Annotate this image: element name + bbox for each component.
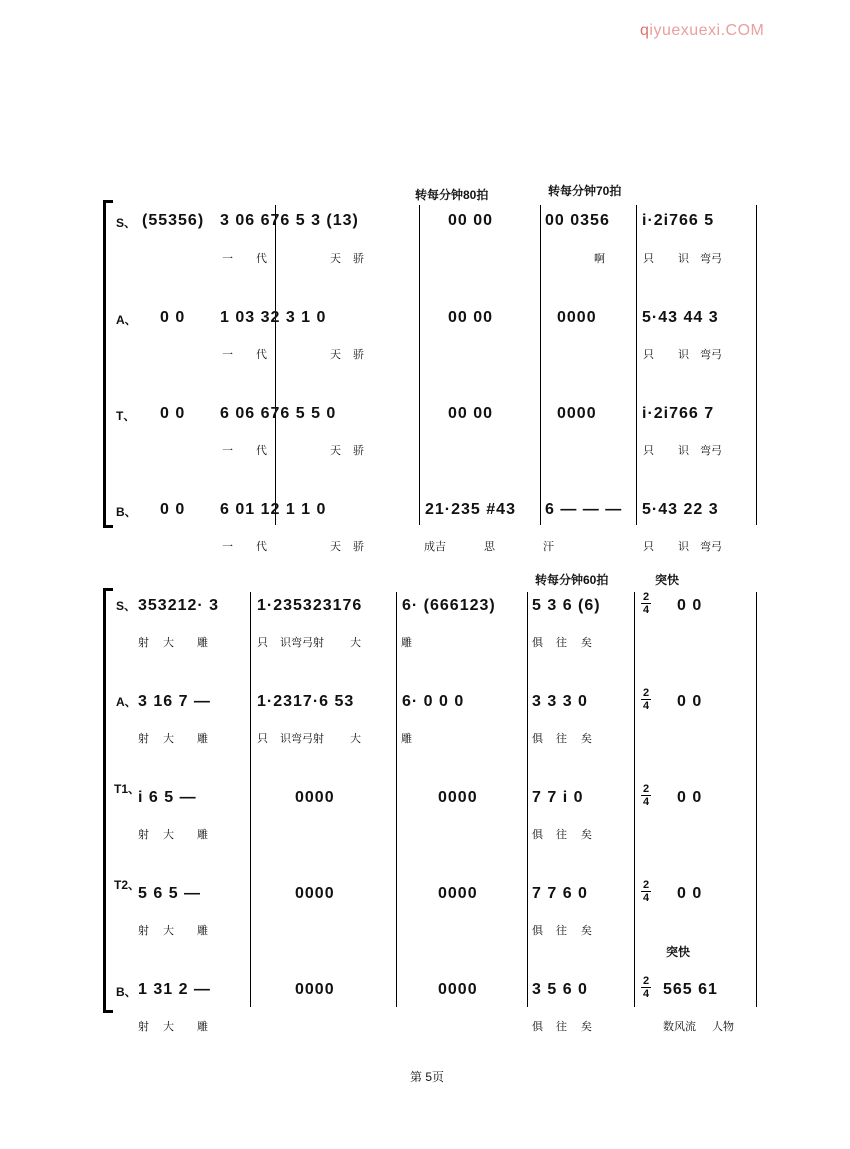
note-group: 1 03 32 3 1 0 — [220, 309, 327, 326]
lyric: 天 — [330, 445, 341, 457]
note-group: 0 0 — [160, 501, 186, 518]
note-group: (55356) — [142, 212, 205, 229]
lyric: 大 — [163, 1021, 174, 1033]
note-group: 0 0 — [677, 693, 703, 710]
note-group: 565 61 — [663, 981, 718, 998]
note-group: 00 00 — [448, 309, 494, 326]
lyric: 往 — [556, 1021, 567, 1033]
lyric: 只 — [257, 733, 268, 745]
note-group: 1·2317·6 53 — [257, 693, 355, 710]
note-group: 0000 — [557, 309, 597, 326]
lyric: 只 — [643, 253, 654, 265]
lyric: 往 — [556, 829, 567, 841]
lyric: 射 — [138, 733, 149, 745]
note-group: i·2i766 5 — [642, 212, 715, 229]
lyric: 雕 — [197, 733, 208, 745]
lyric: 代 — [256, 445, 267, 457]
note-group: 00 00 — [448, 405, 494, 422]
note-group: i·2i766 7 — [642, 405, 715, 422]
lyric: 只 — [643, 541, 654, 553]
lyric: 矣 — [581, 1021, 592, 1033]
voice-label: T1、 — [114, 782, 141, 796]
note-group: 7 7 6 0 — [532, 885, 588, 902]
voice-label: A、 — [116, 313, 137, 327]
tempo-mark: 突快 — [666, 945, 691, 959]
lyric: 天 — [330, 541, 341, 553]
lyric: 骄 — [353, 349, 364, 361]
bracket-bottom — [103, 1010, 113, 1013]
lyric: 矣 — [581, 829, 592, 841]
tempo-mark: 转每分钟60拍 — [535, 573, 609, 587]
lyric: 识 — [678, 541, 689, 553]
lyric: 识 — [678, 445, 689, 457]
lyric: 一 — [222, 541, 233, 553]
note-group: 6 01 12 1 1 0 — [220, 501, 327, 518]
barline — [756, 592, 757, 1007]
note-group: 0000 — [295, 981, 335, 998]
tempo-mark: 转每分钟70拍 — [548, 184, 622, 198]
note-group: 6 06 676 5 5 0 — [220, 405, 337, 422]
note-group: 0 0 — [677, 885, 703, 902]
lyric: 大 — [350, 733, 361, 745]
note-group: 5·43 44 3 — [642, 309, 719, 326]
lyric: 射 — [138, 1021, 149, 1033]
lyric: 人物 — [712, 1021, 734, 1033]
time-signature: 2 4 — [642, 783, 650, 808]
lyric: 天 — [330, 253, 341, 265]
time-signature: 2 4 — [642, 591, 650, 616]
tempo-mark: 突快 — [655, 573, 680, 587]
lyric: 俱 — [532, 637, 543, 649]
note-group: 353212· 3 — [138, 597, 220, 614]
lyric: 射 — [138, 829, 149, 841]
lyric: 俱 — [532, 733, 543, 745]
lyric: 只 — [257, 637, 268, 649]
lyric: 骄 — [353, 541, 364, 553]
note-group: 0 0 — [677, 597, 703, 614]
note-group: 7 7 i 0 — [532, 789, 584, 806]
lyric: 雕 — [197, 637, 208, 649]
lyric: 大 — [163, 925, 174, 937]
bracket-top — [103, 200, 113, 203]
lyric: 俱 — [532, 1021, 543, 1033]
lyric: 往 — [556, 925, 567, 937]
barline — [527, 592, 528, 1007]
voice-label: S、 — [116, 599, 137, 613]
note-group: 0000 — [295, 885, 335, 902]
lyric: 一 — [222, 349, 233, 361]
system-bracket — [103, 200, 106, 528]
note-group: 3 5 6 0 — [532, 981, 588, 998]
voice-label: B、 — [116, 985, 137, 999]
lyric: 俱 — [532, 829, 543, 841]
note-group: 0000 — [438, 789, 478, 806]
lyric: 骄 — [353, 253, 364, 265]
note-group: 0000 — [295, 789, 335, 806]
lyric: 俱 — [532, 925, 543, 937]
lyric: 一 — [222, 253, 233, 265]
lyric: 弯弓 — [700, 349, 722, 361]
lyric: 只 — [643, 349, 654, 361]
barline — [636, 205, 637, 525]
barline — [250, 592, 251, 1007]
lyric: 成吉 — [424, 541, 446, 553]
time-signature: 2 4 — [642, 687, 650, 712]
lyric: 识弯弓射 — [280, 733, 324, 745]
lyric: 啊 — [594, 253, 605, 265]
note-group: 00 0356 — [545, 212, 610, 229]
note-group: 21·235 #43 — [425, 501, 516, 518]
note-group: 1·235323176 — [257, 597, 363, 614]
barline — [419, 205, 420, 525]
barline — [756, 205, 757, 525]
voice-label: S、 — [116, 216, 137, 230]
lyric: 数风流 — [663, 1021, 696, 1033]
lyric: 代 — [256, 349, 267, 361]
note-group: 5·43 22 3 — [642, 501, 719, 518]
lyric: 天 — [330, 349, 341, 361]
lyric: 雕 — [401, 637, 412, 649]
lyric: 往 — [556, 733, 567, 745]
system-bracket — [103, 588, 106, 1013]
lyric: 识 — [678, 349, 689, 361]
lyric: 代 — [256, 541, 267, 553]
note-group: 0 0 — [160, 309, 186, 326]
lyric: 雕 — [197, 1021, 208, 1033]
page-number: 第 5页 — [410, 1070, 445, 1084]
note-group: 1 31 2 — — [138, 981, 211, 998]
lyric: 汗 — [543, 541, 554, 553]
barline — [396, 592, 397, 1007]
lyric: 射 — [138, 637, 149, 649]
lyric: 大 — [163, 829, 174, 841]
note-group: 0000 — [557, 405, 597, 422]
lyric: 弯弓 — [700, 253, 722, 265]
lyric: 往 — [556, 637, 567, 649]
note-group: 00 00 — [448, 212, 494, 229]
note-group: 3 16 7 — — [138, 693, 211, 710]
lyric: 识 — [678, 253, 689, 265]
lyric: 弯弓 — [700, 445, 722, 457]
note-group: 0000 — [438, 981, 478, 998]
lyric: 弯弓 — [700, 541, 722, 553]
voice-label: T2、 — [114, 878, 141, 892]
lyric: 只 — [643, 445, 654, 457]
time-signature: 2 4 — [642, 879, 650, 904]
note-group: 6· (666123) — [402, 597, 496, 614]
note-group: 6 — — — — [545, 501, 623, 518]
voice-label: B、 — [116, 505, 137, 519]
bracket-top — [103, 588, 113, 591]
lyric: 一 — [222, 445, 233, 457]
lyric: 矣 — [581, 637, 592, 649]
barline — [540, 205, 541, 525]
bracket-bottom — [103, 525, 113, 528]
lyric: 骄 — [353, 445, 364, 457]
lyric: 大 — [350, 637, 361, 649]
note-group: 5 3 6 (6) — [532, 597, 601, 614]
lyric: 思 — [484, 541, 495, 553]
note-group: 0000 — [438, 885, 478, 902]
note-group: 0 0 — [677, 789, 703, 806]
lyric: 雕 — [197, 829, 208, 841]
voice-label: A、 — [116, 695, 137, 709]
lyric: 大 — [163, 637, 174, 649]
note-group: 6· 0 0 0 — [402, 693, 465, 710]
tempo-mark: 转每分钟80拍 — [415, 188, 489, 202]
barline — [634, 592, 635, 1007]
lyric: 雕 — [197, 925, 208, 937]
note-group: 5 6 5 — — [138, 885, 202, 902]
lyric: 矣 — [581, 733, 592, 745]
note-group: 0 0 — [160, 405, 186, 422]
lyric: 雕 — [401, 733, 412, 745]
site-watermark: qiyuexuexi.COM — [640, 22, 765, 39]
note-group: 3 06 676 5 3 (13) — [220, 212, 359, 229]
lyric: 大 — [163, 733, 174, 745]
lyric: 识弯弓射 — [280, 637, 324, 649]
lyric: 矣 — [581, 925, 592, 937]
time-signature: 2 4 — [642, 975, 650, 1000]
note-group: i 6 5 — — [138, 789, 197, 806]
note-group: 3 3 3 0 — [532, 693, 588, 710]
lyric: 代 — [256, 253, 267, 265]
lyric: 射 — [138, 925, 149, 937]
voice-label: T、 — [116, 409, 136, 423]
barline — [275, 205, 276, 525]
